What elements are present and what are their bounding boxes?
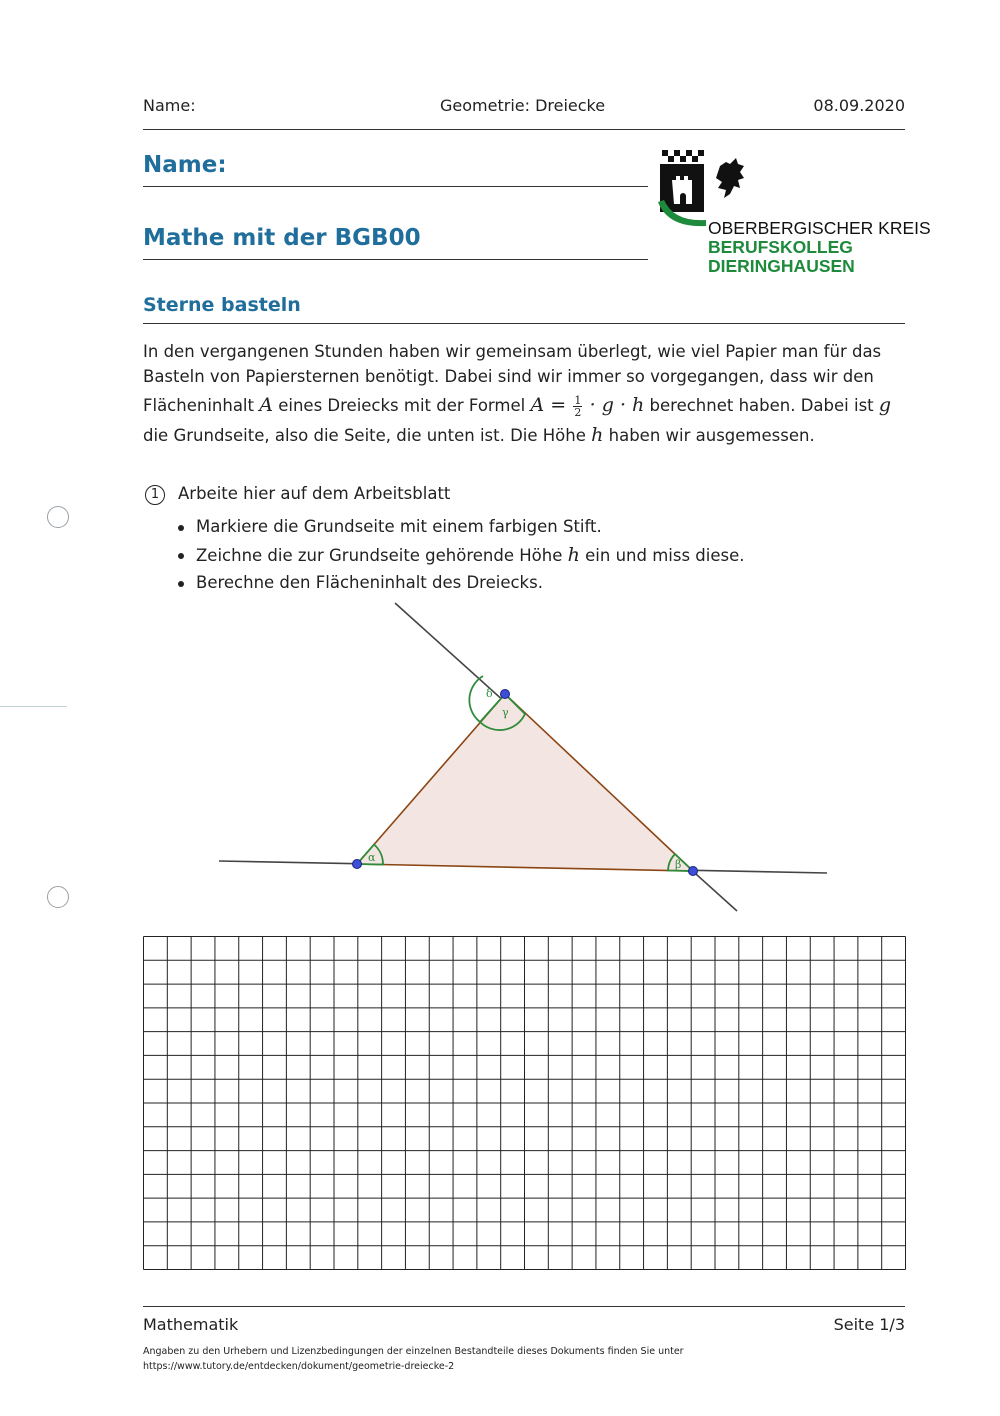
task-bullet-2b: ein und miss diese. (585, 546, 745, 565)
header-divider (143, 129, 905, 130)
school-logo (658, 150, 931, 280)
intro-line-3c: berechnet haben. Dabei ist (649, 396, 874, 415)
intro-line-3 (143, 389, 905, 421)
task-bullet-3: Berechne den Flächeninhalt des Dreiecks. (178, 569, 878, 597)
logo-org-line3: DIERINGHAUSEN (708, 256, 855, 276)
task-title: Arbeite hier auf dem Arbeitsblatt (178, 484, 451, 503)
header-name-label: Name: (143, 96, 196, 115)
label-beta: β (675, 858, 682, 871)
triangle[interactable] (357, 694, 693, 871)
intro-line-4 (143, 421, 905, 449)
name-heading: Name: (143, 152, 227, 178)
section-heading: Sterne basteln (143, 294, 301, 316)
section-divider (143, 323, 905, 324)
intro-line-2: Basteln von Papiersternen benötigt. Dabei sind wir immer so vorgegangen, dass wir den (143, 367, 874, 386)
task-number-badge: 1 (145, 485, 165, 505)
intro-line-4a: die Grundseite, also die Seite, die unten ist. Die Höhe (143, 426, 586, 445)
intro-paragraph (143, 339, 905, 449)
course-underline (143, 259, 648, 260)
intro-line-3a: Flächeninhalt (143, 396, 254, 415)
formula-rhs: · g · h (589, 394, 645, 416)
logo-org-line1: OBERBERGISCHER KREIS (708, 218, 931, 238)
intro-line-3b: eines Dreiecks mit der Formel (278, 396, 526, 415)
task-bullet-1: Markiere die Grundseite mit einem farbigen Stift. (178, 513, 878, 541)
punch-hole-top (47, 506, 69, 528)
task-bullet-2-var: h (567, 544, 580, 566)
var-g: g (878, 394, 892, 416)
footer-note (143, 1344, 905, 1374)
fraction-denominator: 2 (574, 406, 582, 419)
course-heading: Mathe mit der BGB00 (143, 225, 421, 251)
var-A: A (259, 394, 273, 416)
intro-line-1: In den vergangenen Stunden haben wir gemeinsam überlegt, wie viel Papier man für das (143, 342, 882, 361)
squared-grid[interactable] (142, 935, 907, 1271)
vertex-c[interactable] (501, 690, 510, 699)
formula-fraction (573, 395, 582, 418)
name-underline[interactable] (143, 186, 648, 187)
triangle-figure (0, 600, 1000, 915)
header-date: 08.09.2020 (813, 96, 905, 115)
vertex-b[interactable] (689, 867, 698, 876)
formula-lhs: A = (530, 394, 567, 416)
label-alpha: α (368, 851, 376, 864)
task-bullet-2a: Zeichne die zur Grundseite gehörende Höhe (196, 546, 563, 565)
footer-page-number: Seite 1/3 (833, 1315, 905, 1334)
label-delta: δ (486, 687, 493, 700)
footer-subject: Mathematik (143, 1315, 239, 1334)
fraction-numerator: 1 (574, 394, 582, 407)
footer-note-line-1: Angaben zu den Urhebern und Lizenzbedingungen der einzelnen Bestandteile dieses Dokuments finden Sie unter (143, 1346, 684, 1357)
intro-line-4b: haben wir ausgemessen. (608, 426, 815, 445)
footer-divider (143, 1306, 905, 1307)
header-subject: Geometrie: Dreiecke (440, 96, 606, 115)
coat-of-arms-icon (658, 150, 931, 280)
logo-org-line2: BERUFSKOLLEG (708, 237, 853, 257)
var-h: h (591, 424, 604, 446)
label-gamma: γ (502, 706, 509, 719)
task-bullet-2 (178, 541, 878, 569)
angle-arc-delta (469, 676, 483, 722)
task-bullet-list (178, 513, 878, 597)
footer-note-line-2[interactable]: https://www.tutory.de/entdecken/dokument/geometrie-dreiecke-2 (143, 1361, 455, 1372)
vertex-a[interactable] (353, 860, 362, 869)
